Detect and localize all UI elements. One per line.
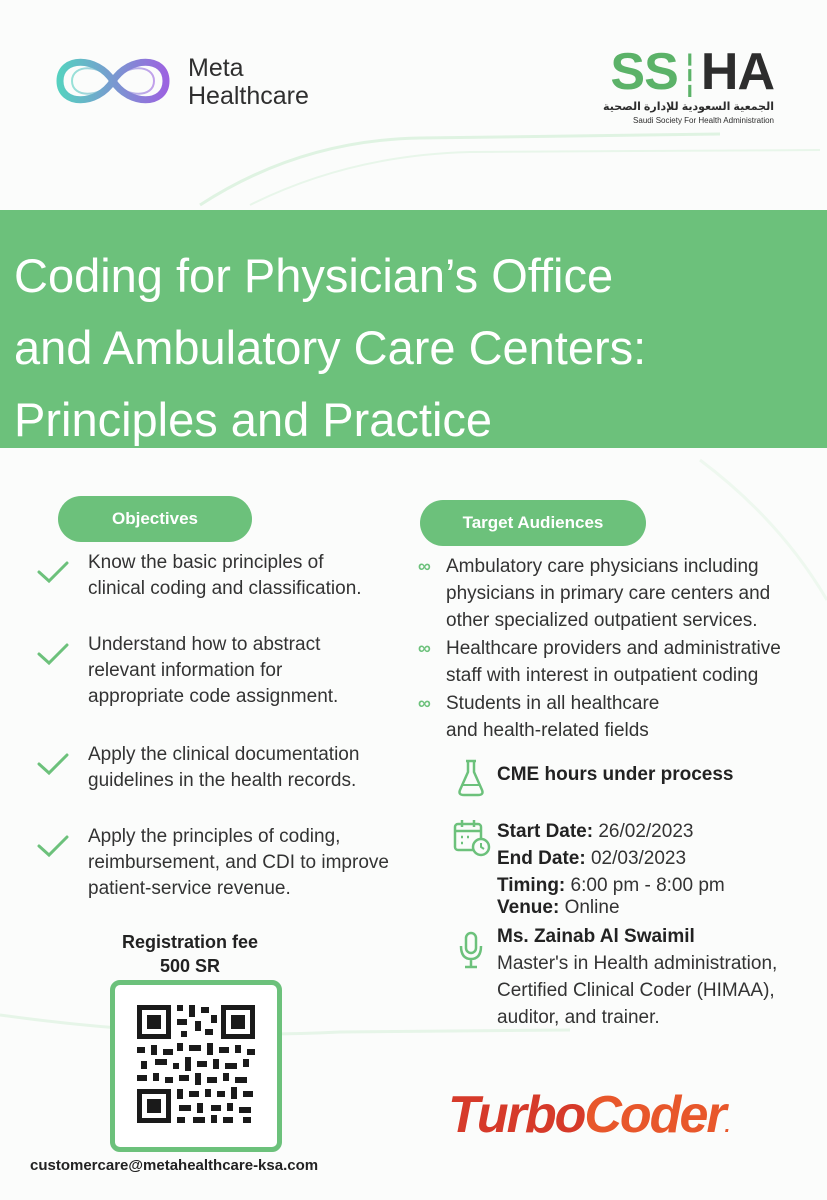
objective-line: guidelines in the health records.: [88, 770, 357, 791]
end-date-label: End Date:: [497, 848, 586, 869]
qr-code-image: [115, 985, 277, 1147]
objective-text: [88, 824, 428, 902]
infinity-bullet-icon: ∞: [418, 693, 431, 713]
ssha-logo-mark: [610, 44, 774, 104]
target-audiences-heading: Target Audiences: [420, 500, 646, 546]
timing: [497, 874, 725, 898]
objective-line: Apply the clinical documentation: [88, 744, 360, 765]
objective-line: relevant information for: [88, 660, 283, 681]
registration-qr-code[interactable]: [110, 980, 282, 1152]
calendar-clock-icon: [452, 818, 492, 858]
title-banner: [0, 210, 827, 448]
timing-label: Timing:: [497, 875, 566, 896]
checkmark-icon: [36, 752, 70, 776]
objective-line: Know the basic principles of: [88, 552, 324, 573]
venue: [497, 896, 620, 920]
turbocoder-logo-part2: Coder: [584, 1086, 725, 1144]
course-title-line3: Principles and Practice: [14, 393, 493, 446]
meta-healthcare-logo: [52, 46, 352, 116]
objective-text: [88, 632, 428, 710]
contact-email[interactable]: customercare@metahealthcare-ksa.com: [30, 1157, 319, 1174]
objective-text: [88, 550, 428, 602]
turbocoder-logo-part1: Turbo: [448, 1086, 585, 1144]
end-date: [497, 847, 686, 871]
ssha-mark-separator: ┆: [677, 54, 701, 98]
speaker-credential-3: auditor, and trainer.: [497, 1007, 660, 1028]
speaker-credential-2: Certified Clinical Coder (HIMAA),: [497, 980, 775, 1001]
start-date-label: Start Date:: [497, 821, 594, 842]
objective-line: Understand how to abstract: [88, 634, 321, 655]
audience-line: and health-related fields: [446, 720, 649, 741]
course-title: [14, 240, 824, 456]
start-date: [497, 820, 693, 844]
checkmark-icon: [36, 834, 70, 858]
infinity-bullet-icon: ∞: [418, 638, 431, 658]
start-date-value: 26/02/2023: [593, 821, 694, 842]
meta-logo-line2: Healthcare: [188, 82, 309, 110]
checkmark-icon: [36, 560, 70, 584]
venue-value: Online: [559, 897, 620, 918]
objective-text: [88, 742, 428, 794]
ssha-logo: [596, 44, 786, 134]
audience-line: physicians in primary care centers and: [446, 583, 771, 604]
registration-fee: [96, 930, 284, 978]
course-title-line1: Coding for Physician’s Office: [14, 249, 614, 302]
audience-line: staff with interest in outpatient coding: [446, 665, 759, 686]
objective-line: appropriate code assignment.: [88, 686, 339, 707]
ssha-mark-dark: HA: [700, 43, 774, 101]
audience-text: [446, 635, 826, 689]
registration-fee-amount: 500 SR: [159, 956, 221, 976]
objective-line: patient-service revenue.: [88, 878, 291, 899]
timing-value: 6:00 pm - 8:00 pm: [565, 875, 725, 896]
infinity-icon: [52, 50, 174, 112]
registration-fee-label: Registration fee: [121, 932, 259, 952]
objectives-heading: Objectives: [58, 496, 252, 542]
ssha-english-name: Saudi Society For Health Administration: [633, 116, 774, 125]
audience-line: Ambulatory care physicians including: [446, 556, 759, 577]
meta-logo-line1: Meta: [188, 54, 244, 82]
objective-line: Apply the principles of coding,: [88, 826, 341, 847]
audience-text: [446, 553, 826, 634]
course-title-line2: and Ambulatory Care Centers:: [14, 321, 647, 374]
ssha-mark-green: SS: [610, 43, 678, 101]
audience-line: Healthcare providers and administrative: [446, 638, 781, 659]
speaker-credential-1: Master's in Health administration,: [497, 953, 778, 974]
audience-line: other specialized outpatient services.: [446, 610, 758, 631]
infinity-bullet-icon: ∞: [418, 556, 431, 576]
audience-text: [446, 690, 826, 744]
speaker-name: Ms. Zainab Al Swaimil: [497, 926, 695, 947]
objective-line: clinical coding and classification.: [88, 578, 362, 599]
ssha-arabic-name: الجمعية السعودية للإدارة الصحية: [603, 101, 774, 113]
venue-label: Venue:: [497, 897, 560, 918]
flask-icon: [456, 758, 486, 798]
end-date-value: 02/03/2023: [585, 848, 687, 869]
checkmark-icon: [36, 642, 70, 666]
microphone-icon: [458, 930, 484, 970]
turbocoder-logo-mark: .: [724, 1115, 729, 1137]
cme-status: CME hours under process: [497, 764, 734, 785]
objective-line: reimbursement, and CDI to improve: [88, 852, 389, 873]
turbocoder-logo: [448, 1085, 728, 1145]
audience-line: Students in all healthcare: [446, 693, 660, 714]
